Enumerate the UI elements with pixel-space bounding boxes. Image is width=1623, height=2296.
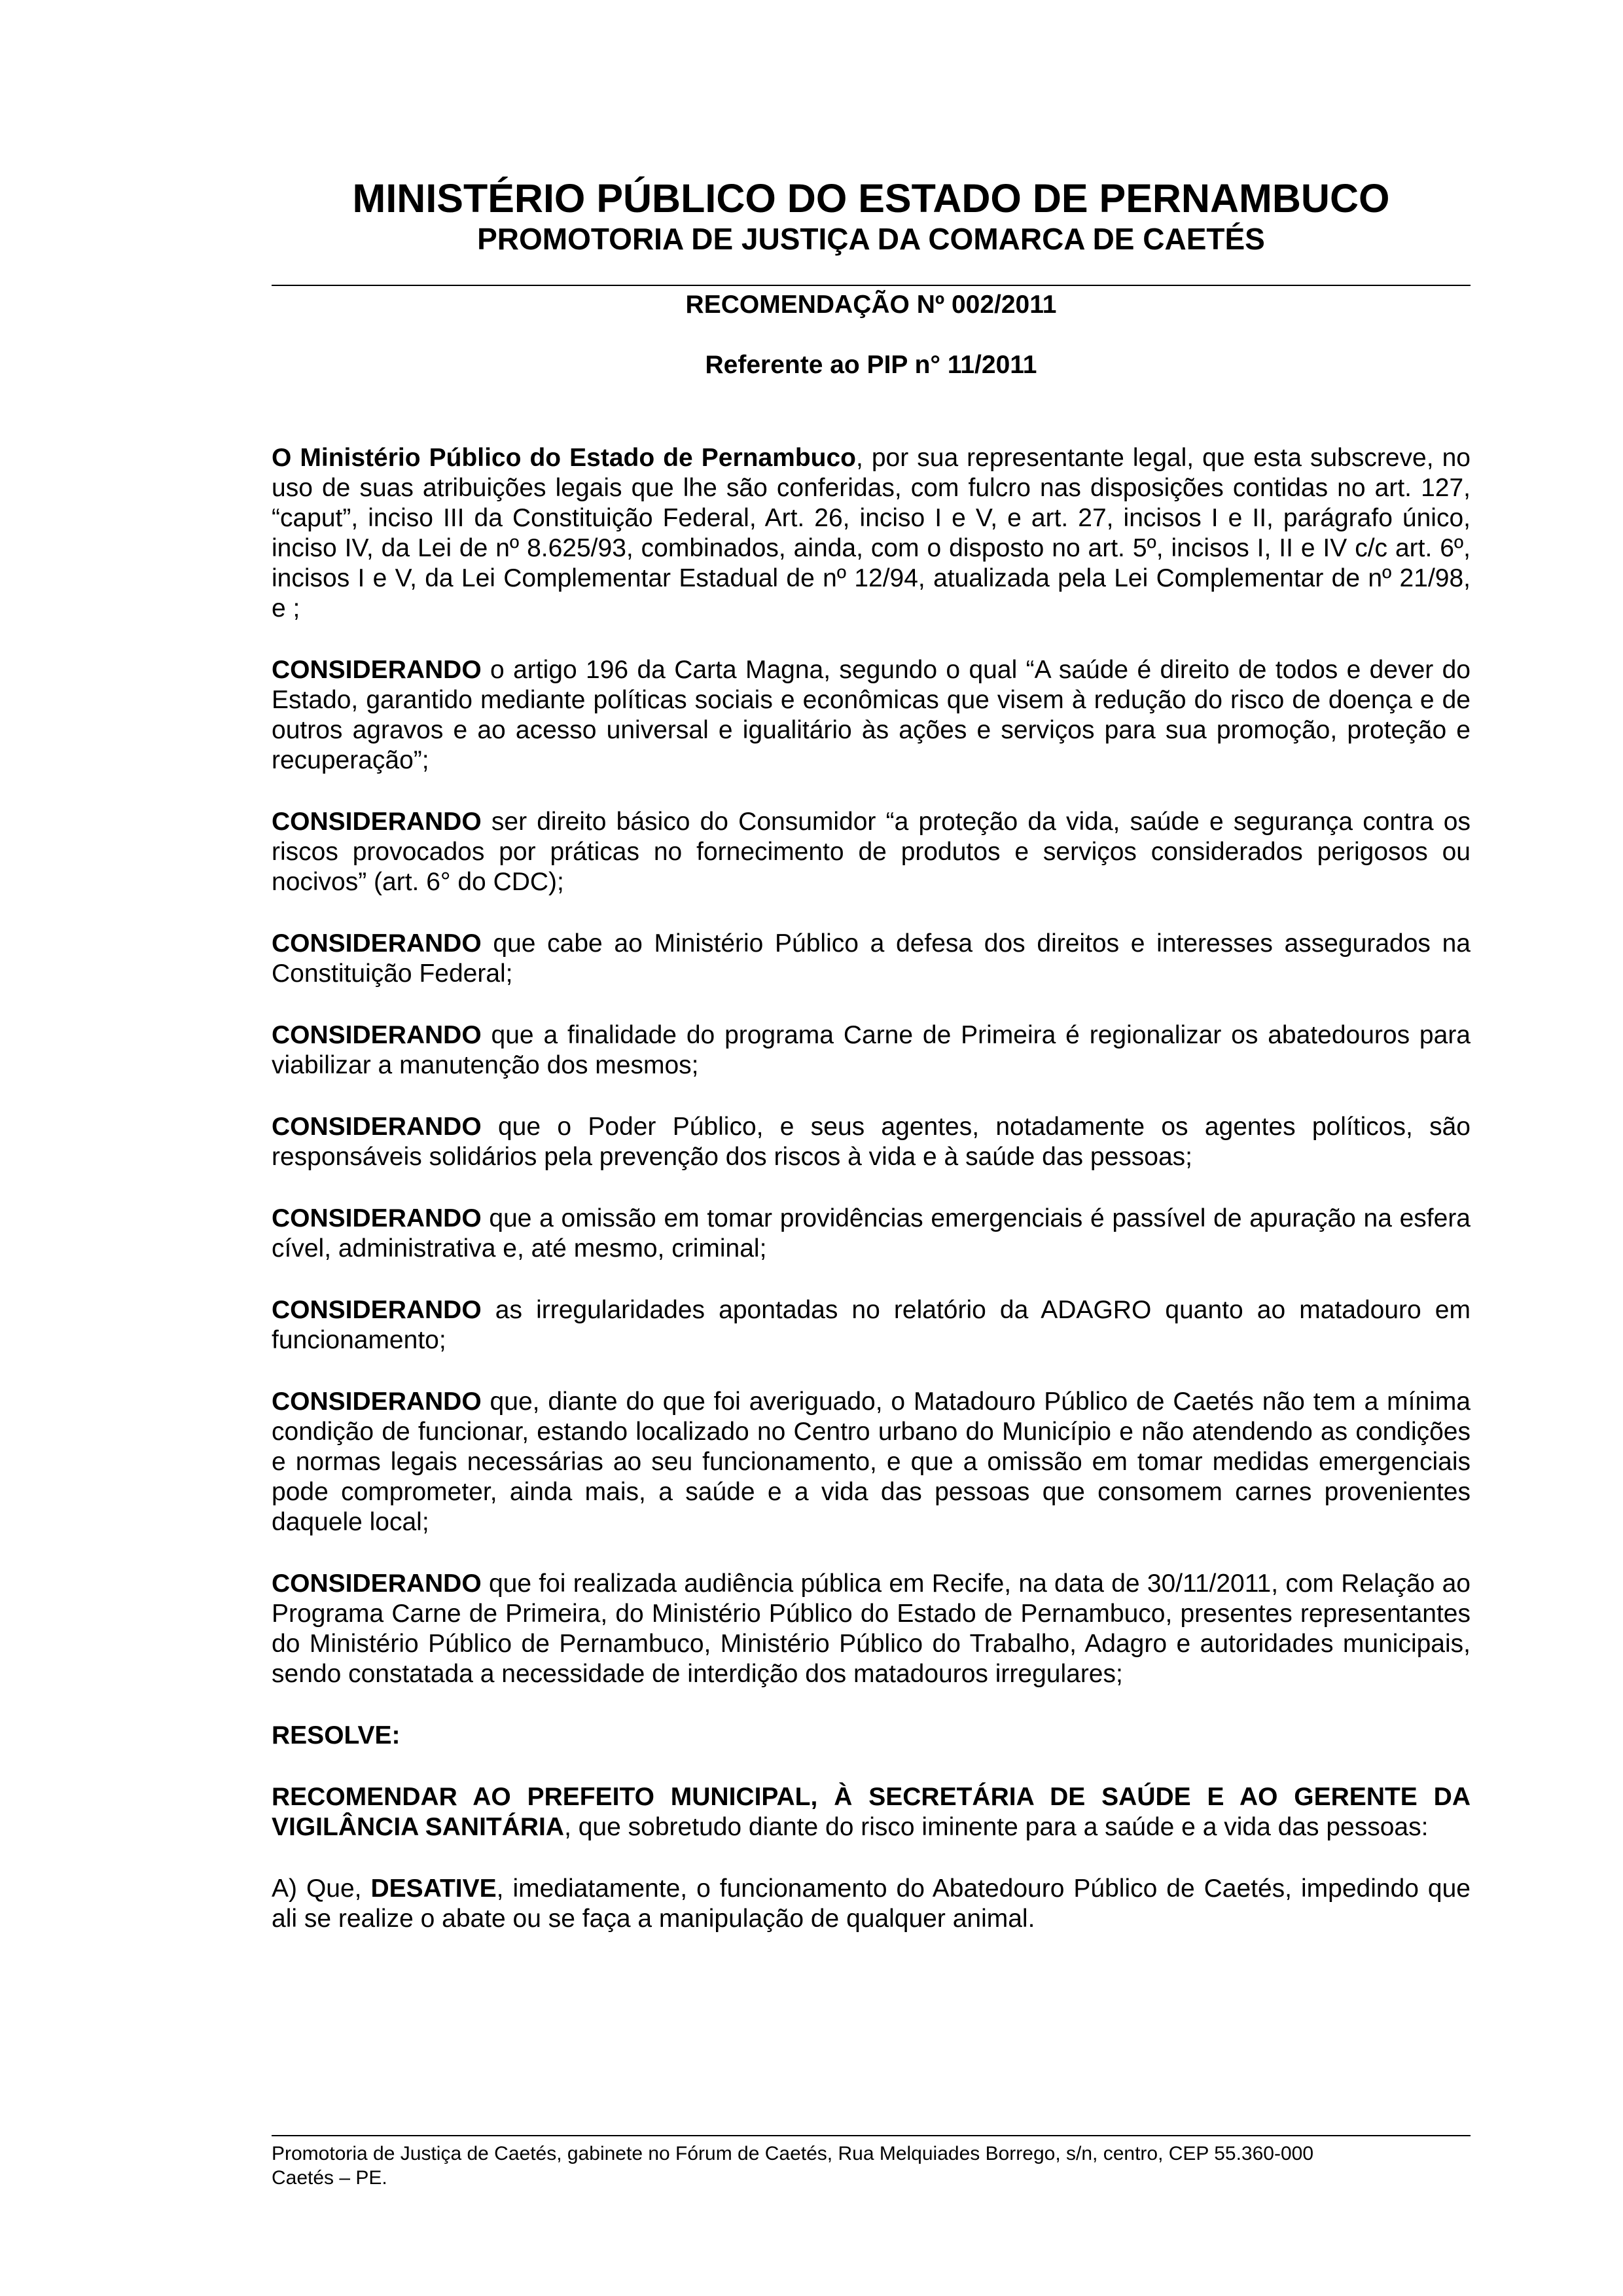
considerando-label: CONSIDERANDO <box>272 1113 482 1141</box>
considerando-label: CONSIDERANDO <box>272 929 482 958</box>
considerando-text: que, diante do que foi averiguado, o Matadouro Público de Caetés não tem a mínima condição de funcionar, estando localizado no Centro urbano do Município e não atendendo as condições e normas legais necessárias ao seu funcionamento, e que a omissão em tomar medidas emergenciais pode comprometer, ainda mais, a saúde e a vida das pessoas que consomem carnes provenientes daquele local; <box>272 1388 1471 1536</box>
considerando-label: CONSIDERANDO <box>272 656 482 684</box>
considerando-text: ser direito básico do Consumidor “a proteção da vida, saúde e segurança contra os riscos provocados por práticas no fornecimento de produtos e serviços considerados perigosos ou nocivos” (art. 6° do CDC); <box>272 808 1471 896</box>
item-a-prefix: A) Que, <box>272 1874 371 1903</box>
considerando-label: CONSIDERANDO <box>272 1204 482 1232</box>
recommend-bold: RECOMENDAR AO PREFEITO MUNICIPAL, À SECRETÁRIA DE SAÚDE E AO GERENTE DA VIGILÂNCIA SANITÁRIA <box>272 1783 1471 1841</box>
resolve-heading <box>272 1721 1471 1751</box>
considerando-paragraph <box>272 1569 1471 1689</box>
intro-bold: O Ministério Público do Estado de Pernambuco <box>272 444 856 472</box>
considerando-paragraph <box>272 1387 1471 1537</box>
footer-divider <box>272 2135 1471 2136</box>
document-body <box>272 443 1471 1965</box>
resolve-label: RESOLVE: <box>272 1721 401 1749</box>
recommend-paragraph <box>272 1782 1471 1842</box>
footer-address: Promotoria de Justiça de Caetés, gabinete no Fórum de Caetés, Rua Melquiades Borrego, s/n, centro, CEP 55.360-000 <box>272 2143 1314 2164</box>
considerando-label: CONSIDERANDO <box>272 1570 482 1598</box>
considerando-label: CONSIDERANDO <box>272 1388 482 1416</box>
page-footer <box>272 2142 1471 2190</box>
item-a-paragraph <box>272 1874 1471 1934</box>
office-name: PROMOTORIA DE JUSTIÇA DA COMARCA DE CAETÉS <box>477 222 1265 256</box>
considerando-paragraph <box>272 1112 1471 1172</box>
letterhead <box>272 177 1471 258</box>
considerando-paragraph <box>272 1295 1471 1355</box>
considerando-label: CONSIDERANDO <box>272 808 482 836</box>
considerando-text: que cabe ao Ministério Público a defesa dos direitos e interesses assegurados na Constituição Federal; <box>272 929 1471 988</box>
considerando-text: que a omissão em tomar providências emergenciais é passível de apuração na esfera cível, administrativa e, até mesmo, criminal; <box>272 1204 1471 1263</box>
considerando-paragraph <box>272 1020 1471 1081</box>
item-a-bold: DESATIVE <box>370 1874 497 1903</box>
considerando-text: o artigo 196 da Carta Magna, segundo o qual “A saúde é direito de todos e dever do Estado, garantido mediante políticas sociais e econômicas que visem à redução do risco de doença e de outros agravos e ao acesso universal e igualitário às ações e serviços para sua promoção, proteção e recuperação”; <box>272 656 1471 774</box>
recommend-text: , que sobretudo diante do risco iminente para a saúde e a vida das pessoas: <box>564 1813 1429 1841</box>
footer-city: Caetés – PE. <box>272 2167 387 2189</box>
considerando-paragraph <box>272 929 1471 989</box>
intro-text: , por sua representante legal, que esta subscreve, no uso de suas atribuições legais que lhe são conferidas, com fulcro nas disposições contidas no art. 127, “caput”, inciso III da Constituição Federal, Art. 26, inciso I e V, e art. 27, incisos I e II, parágrafo único, inciso IV, da Lei de nº 8.625/93, combinados, ainda, com o disposto no art. 5º, incisos I, II e IV c/c art. 6º, incisos I e V, da Lei Complementar Estadual de nº 12/94, atualizada pela Lei Complementar de nº 21/98, e ; <box>272 444 1471 622</box>
considerando-text: que a finalidade do programa Carne de Primeira é regionalizar os abatedouros para viabilizar a manutenção dos mesmos; <box>272 1021 1471 1079</box>
institution-name: MINISTÉRIO PÚBLICO DO ESTADO DE PERNAMBUCO <box>352 176 1390 221</box>
intro-paragraph <box>272 443 1471 624</box>
considerando-label: CONSIDERANDO <box>272 1296 482 1324</box>
item-a-text: , imediatamente, o funcionamento do Abatedouro Público de Caetés, impedindo que ali se realize o abate ou se faça a manipulação de qualquer animal. <box>272 1874 1471 1933</box>
considerando-text: que o Poder Público, e seus agentes, notadamente os agentes políticos, são responsáveis solidários pela prevenção dos riscos à vida e à saúde das pessoas; <box>272 1113 1471 1171</box>
considerando-label: CONSIDERANDO <box>272 1021 482 1049</box>
considerando-paragraph <box>272 1204 1471 1264</box>
considerando-paragraph <box>272 655 1471 776</box>
header-divider <box>272 285 1471 286</box>
document-title: RECOMENDAÇÃO Nº 002/2011 <box>685 291 1057 319</box>
considerando-text: as irregularidades apontadas no relatório da ADAGRO quanto ao matadouro em funcionamento; <box>272 1296 1471 1354</box>
considerando-paragraph <box>272 807 1471 897</box>
considerando-text: que foi realizada audiência pública em Recife, na data de 30/11/2011, com Relação ao Programa Carne de Primeira, do Ministério Público do Estado de Pernambuco, presentes representantes do Ministério Público de Pernambuco, Ministério Público do Trabalho, Adagro e autoridades municipais, sendo constatada a necessidade de interdição dos matadouros irregulares; <box>272 1570 1471 1688</box>
pip-reference: Referente ao PIP n° 11/2011 <box>705 351 1037 379</box>
